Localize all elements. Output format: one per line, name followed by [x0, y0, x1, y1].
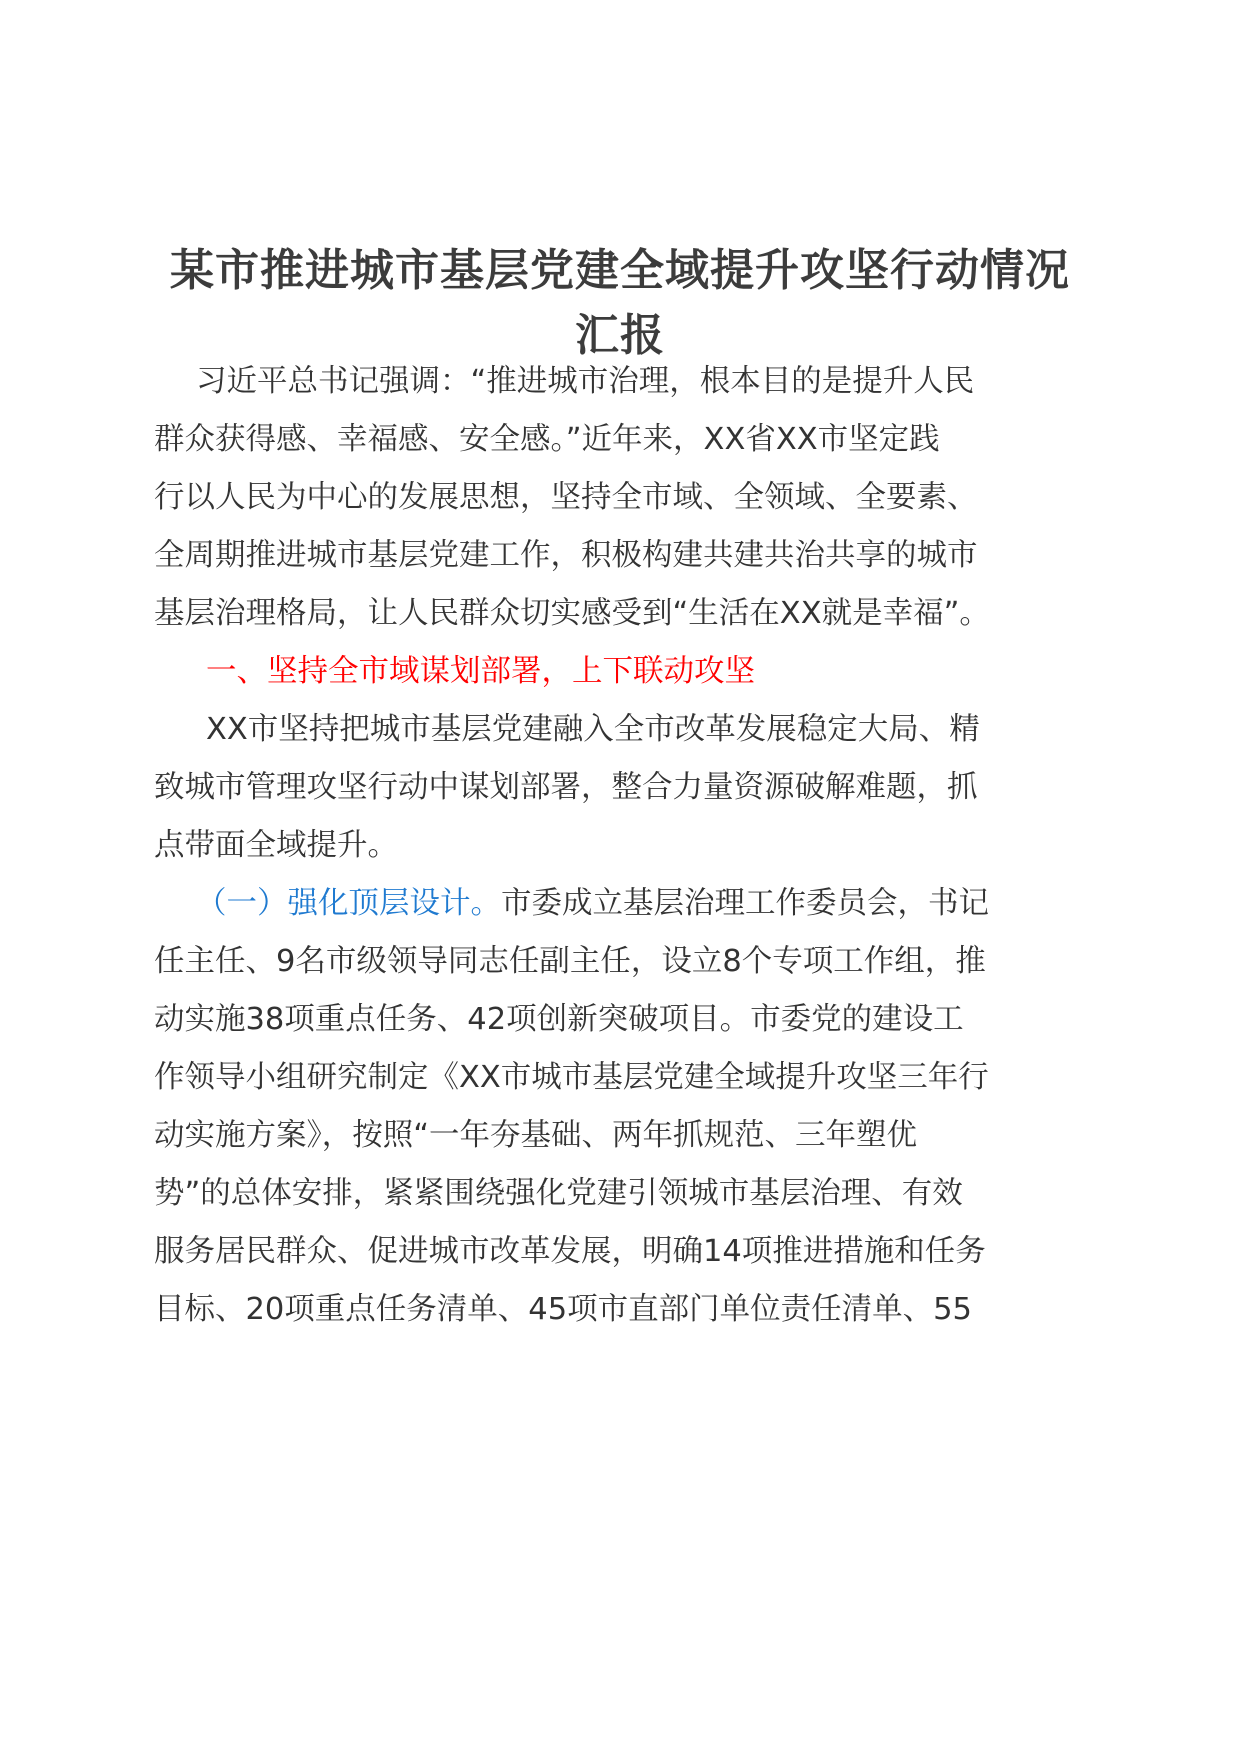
intro-line-4: 全周期推进城市基层党建工作，积极构建共建共治共享的城市: [154, 538, 978, 573]
intro-line-3: 行以人民为中心的发展思想，坚持全市域、全领域、全要素、: [154, 480, 978, 515]
subsection-1-line-3: 动实施38项重点任务、42项创新突破项目。市委党的建设工: [154, 1002, 964, 1037]
subsection-1-line-2: 任主任、9名市级领导同志任副主任，设立8个专项工作组，推: [154, 944, 986, 979]
intro-line-5: 基层治理格局，让人民群众切实感受到“生活在XX就是幸福”。: [154, 596, 990, 631]
subsection-1-first-line: [196, 884, 989, 924]
subsection-1-line-8: 目标、20项重点任务清单、45项市直部门单位责任清单、55: [154, 1292, 972, 1327]
section-1-line-3: 点带面全域提升。: [154, 828, 398, 863]
subsection-1-line-4: 作领导小组研究制定《XX市城市基层党建全域提升攻坚三年行: [154, 1060, 989, 1095]
section-1-heading: 一、坚持全市域谋划部署，上下联动攻坚: [206, 654, 755, 689]
document-title-line-1: 某市推进城市基层党建全域提升攻坚行动情况: [170, 245, 1070, 296]
subsection-1-line-6: 势”的总体安排，紧紧围绕强化党建引领城市基层治理、有效: [154, 1176, 963, 1211]
subsection-1-heading: （一）强化顶层设计。: [196, 886, 501, 921]
document-title-line-2: 汇报: [575, 310, 665, 361]
intro-line-2: 群众获得感、幸福感、安全感。”近年来，XX省XX市坚定践: [154, 422, 940, 457]
section-1-line-2: 致城市管理攻坚行动中谋划部署，整合力量资源破解难题，抓: [154, 770, 978, 805]
section-1-line-1: XX市坚持把城市基层党建融入全市改革发展稳定大局、精: [206, 712, 980, 747]
subsection-1-line-5: 动实施方案》，按照“一年夯基础、两年抓规范、三年塑优: [154, 1118, 918, 1153]
subsection-1-line-7: 服务居民群众、促进城市改革发展，明确14项推进措施和任务: [154, 1234, 986, 1269]
intro-line-1: 习近平总书记强调：“推进城市治理，根本目的是提升人民: [196, 364, 975, 399]
subsection-1-first-line-text: 市委成立基层治理工作委员会，书记: [501, 886, 989, 921]
